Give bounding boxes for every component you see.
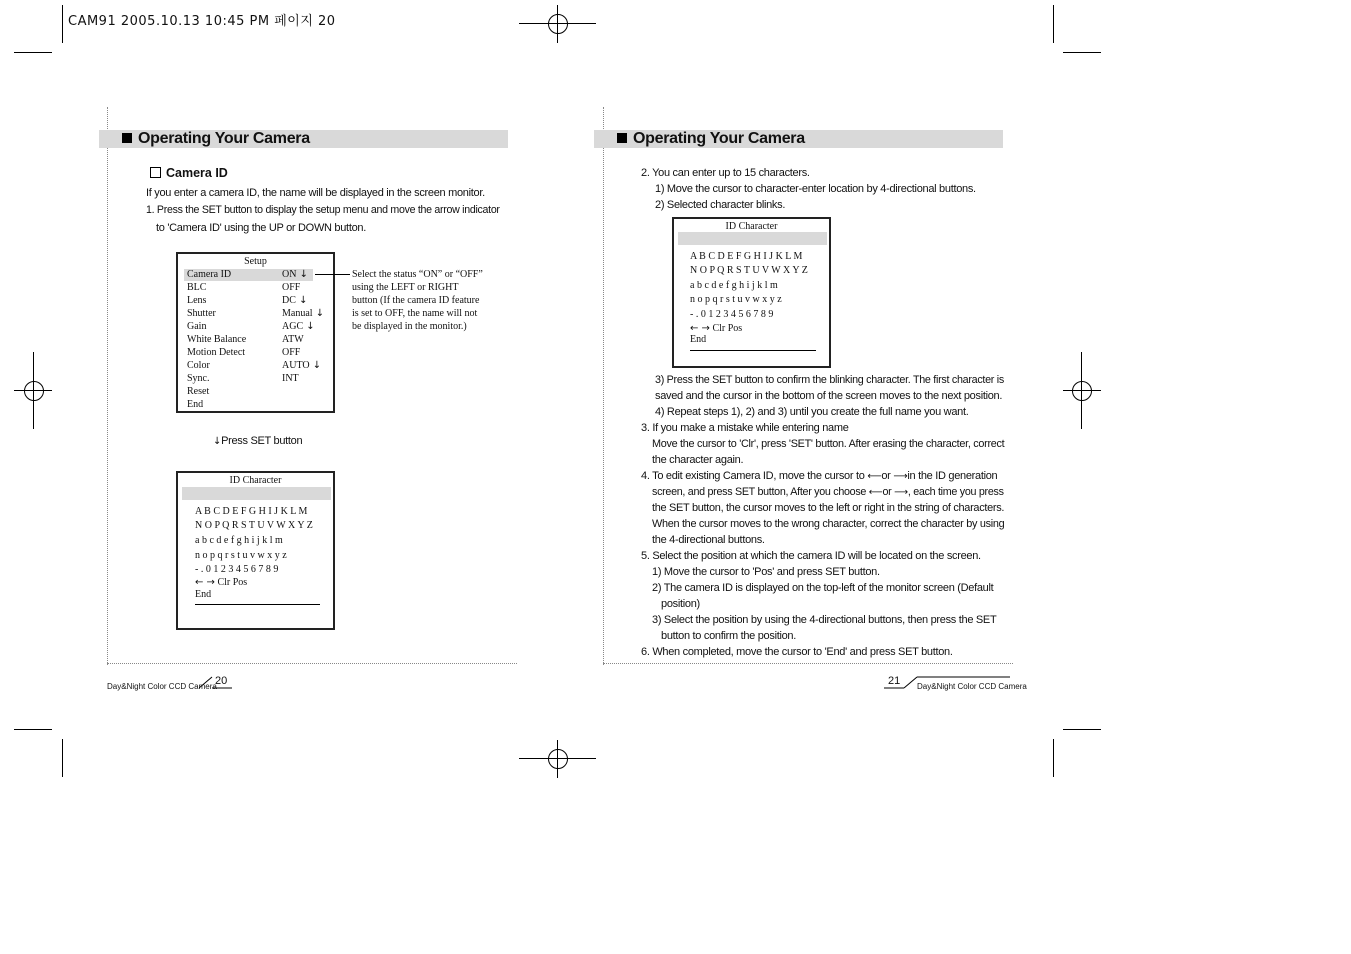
- char-row: n o p q r s t u v w x y z: [195, 550, 287, 561]
- char-row: a b c d e f g h i j k l m: [195, 535, 283, 546]
- text-line: 6. When completed, move the cursor to 'End' and press SET button.: [641, 646, 953, 658]
- arrow-down-icon: ↓: [213, 436, 222, 447]
- clr-pos-row: ← → Clr Pos: [195, 577, 248, 588]
- arrow-left-icon: ⟵: [867, 471, 882, 482]
- id-character-box: [672, 217, 831, 368]
- setup-menu-item-value: OFF: [282, 282, 301, 293]
- crop-mark: [62, 5, 63, 43]
- crop-mark: [1053, 739, 1054, 777]
- text-line: 4) Repeat steps 1), 2) and 3) until you create the full name you want.: [655, 406, 969, 418]
- intro-text: If you enter a camera ID, the name will be displayed in the screen monitor.: [146, 187, 485, 199]
- submenu-arrow-down-icon: ↓: [296, 269, 309, 280]
- setup-menu-item-label: Sync.: [187, 373, 210, 384]
- step-1-line-1: 1. Press the SET button to display the setup menu and move the arrow indicator: [146, 204, 500, 216]
- char-row: a b c d e f g h i j k l m: [690, 280, 778, 291]
- filled-square-icon: [617, 133, 627, 143]
- text-line: 3) Select the position by using the 4-directional buttons, then press the SET: [652, 614, 997, 626]
- text-line: 2) The camera ID is displayed on the top-left of the monitor screen (Default: [652, 582, 994, 594]
- footer-product-name: Day&Night Color CCD Camera: [107, 682, 217, 691]
- text-line: the character again.: [652, 454, 744, 466]
- submenu-arrow-down-icon: ↓: [303, 321, 315, 332]
- filled-square-icon: [122, 133, 132, 143]
- setup-menu-item-value: OFF: [282, 347, 301, 358]
- setup-menu-box: [176, 252, 335, 413]
- setup-menu-item-value: AUTO ↓: [282, 360, 322, 371]
- callout-leader-line: [315, 274, 350, 275]
- arrow-left-right-icon: ← →: [690, 323, 710, 334]
- text-line: button to confirm the position.: [661, 630, 797, 642]
- page-number: 21: [888, 675, 901, 687]
- arrow-right-icon: ⟶: [893, 471, 908, 482]
- setup-menu-item-value: DC ↓: [282, 295, 308, 306]
- char-row: A B C D E F G H I J K L M: [195, 506, 308, 517]
- setup-menu-item-label: Reset: [187, 386, 210, 397]
- text-line: saved and the cursor in the bottom of the screen moves to the next position.: [655, 390, 1003, 402]
- char-row: - . 0 1 2 3 4 5 6 7 8 9: [690, 309, 774, 320]
- setup-menu-item-label: Shutter: [187, 308, 216, 319]
- text-line: 2. You can enter up to 15 characters.: [641, 167, 810, 179]
- step-4-line-1: 4. To edit existing Camera ID, move the cursor to ⟵or ⟶in the ID generation: [641, 470, 998, 482]
- end-row: End: [690, 334, 707, 345]
- submenu-arrow-down-icon: ↓: [295, 295, 308, 306]
- setup-menu-item-label: Camera ID: [187, 269, 232, 280]
- crop-mark: [14, 729, 52, 730]
- text-line: position): [661, 598, 700, 610]
- page-guide: [603, 107, 604, 665]
- text-line: 5. Select the position at which the camera ID will be located on the screen.: [641, 550, 981, 562]
- submenu-arrow-down-icon: ↓: [312, 308, 325, 319]
- setup-menu-item-value: INT: [282, 373, 299, 384]
- text-line: 3. If you make a mistake while entering name: [641, 422, 849, 434]
- setup-menu-item-label: BLC: [187, 282, 207, 293]
- step-4-line-5: the 4-directional buttons.: [652, 534, 765, 546]
- setup-menu-item-label: Lens: [187, 295, 207, 306]
- char-row: N O P Q R S T U V W X Y Z: [195, 520, 313, 531]
- callout-text: Select the status “ON” or “OFF” using the LEFT or RIGHT button (If the camera ID feature is set to OFF, the name will not be displayed in the monitor.): [352, 269, 483, 332]
- text-line: 3) Press the SET button to confirm the blinking character. The first character is: [655, 374, 1004, 386]
- setup-menu-item-label: White Balance: [187, 334, 247, 345]
- section-title: Operating Your Camera: [617, 130, 805, 148]
- arrow-right-icon: ⟶: [894, 487, 908, 498]
- print-header: CAM91 2005.10.13 10:45 PM 페이지 20: [68, 14, 336, 29]
- crop-mark: [14, 52, 52, 53]
- char-row: n o p q r s t u v w x y z: [690, 294, 782, 305]
- step-1-line-2: to 'Camera ID' using the UP or DOWN button.: [156, 222, 366, 234]
- setup-menu-item-value: Manual ↓: [282, 308, 325, 319]
- footer-product-name: Day&Night Color CCD Camera: [917, 682, 1027, 691]
- subsection-title: Camera ID: [150, 166, 228, 180]
- step-4-line-4: When the cursor moves to the wrong character, correct the character by using: [652, 518, 1005, 530]
- arrow-left-right-icon: ← →: [195, 577, 215, 588]
- setup-menu-item-value: AGC ↓: [282, 321, 315, 332]
- text-line: 1) Move the cursor to 'Pos' and press SET button.: [652, 566, 880, 578]
- page-number: 20: [215, 675, 228, 687]
- id-character-box: [176, 471, 335, 630]
- char-row: N O P Q R S T U V W X Y Z: [690, 265, 808, 276]
- step-4-line-3: the SET button, the cursor moves to the left or right in the string of characters.: [652, 502, 1005, 514]
- setup-menu-item-label: Color: [187, 360, 210, 371]
- setup-menu-item-value: ATW: [282, 334, 304, 345]
- end-row: End: [195, 589, 212, 600]
- setup-menu-title: Setup: [244, 256, 267, 267]
- id-box-title: ID Character: [725, 221, 778, 232]
- setup-menu-item-label: Motion Detect: [187, 347, 246, 358]
- text-line: 2) Selected character blinks.: [655, 199, 786, 211]
- char-row: - . 0 1 2 3 4 5 6 7 8 9: [195, 564, 279, 575]
- arrow-left-icon: ⟵: [868, 487, 883, 498]
- page-guide: [107, 107, 108, 665]
- page-guide: [603, 663, 1013, 664]
- setup-menu-item-label: Gain: [187, 321, 207, 332]
- press-set-caption: ↓Press SET button: [213, 435, 303, 447]
- step-4-line-2: screen, and press SET button, After you choose ⟵or ⟶, each time you press: [652, 486, 1004, 498]
- crop-mark: [1063, 729, 1101, 730]
- text-line: Move the cursor to 'Clr', press 'SET' button. After erasing the character, correct: [652, 438, 1005, 450]
- empty-square-icon: [150, 167, 161, 178]
- text-line: 1) Move the cursor to character-enter location by 4-directional buttons.: [655, 183, 976, 195]
- crop-mark: [1063, 52, 1101, 53]
- id-box-title: ID Character: [229, 475, 282, 486]
- setup-menu-item-label: End: [187, 399, 204, 410]
- page-guide: [107, 663, 517, 664]
- submenu-arrow-down-icon: ↓: [309, 360, 322, 371]
- id-input-field: [678, 232, 827, 245]
- char-row: A B C D E F G H I J K L M: [690, 251, 803, 262]
- id-box-underline: [690, 350, 816, 351]
- id-input-field: [182, 487, 331, 500]
- section-title: Operating Your Camera: [122, 130, 310, 148]
- crop-mark: [1053, 5, 1054, 43]
- setup-menu-item-value: ON ↓: [282, 269, 309, 280]
- id-box-underline: [195, 604, 320, 605]
- clr-pos-row: ← → Clr Pos: [690, 323, 743, 334]
- crop-mark: [62, 739, 63, 777]
